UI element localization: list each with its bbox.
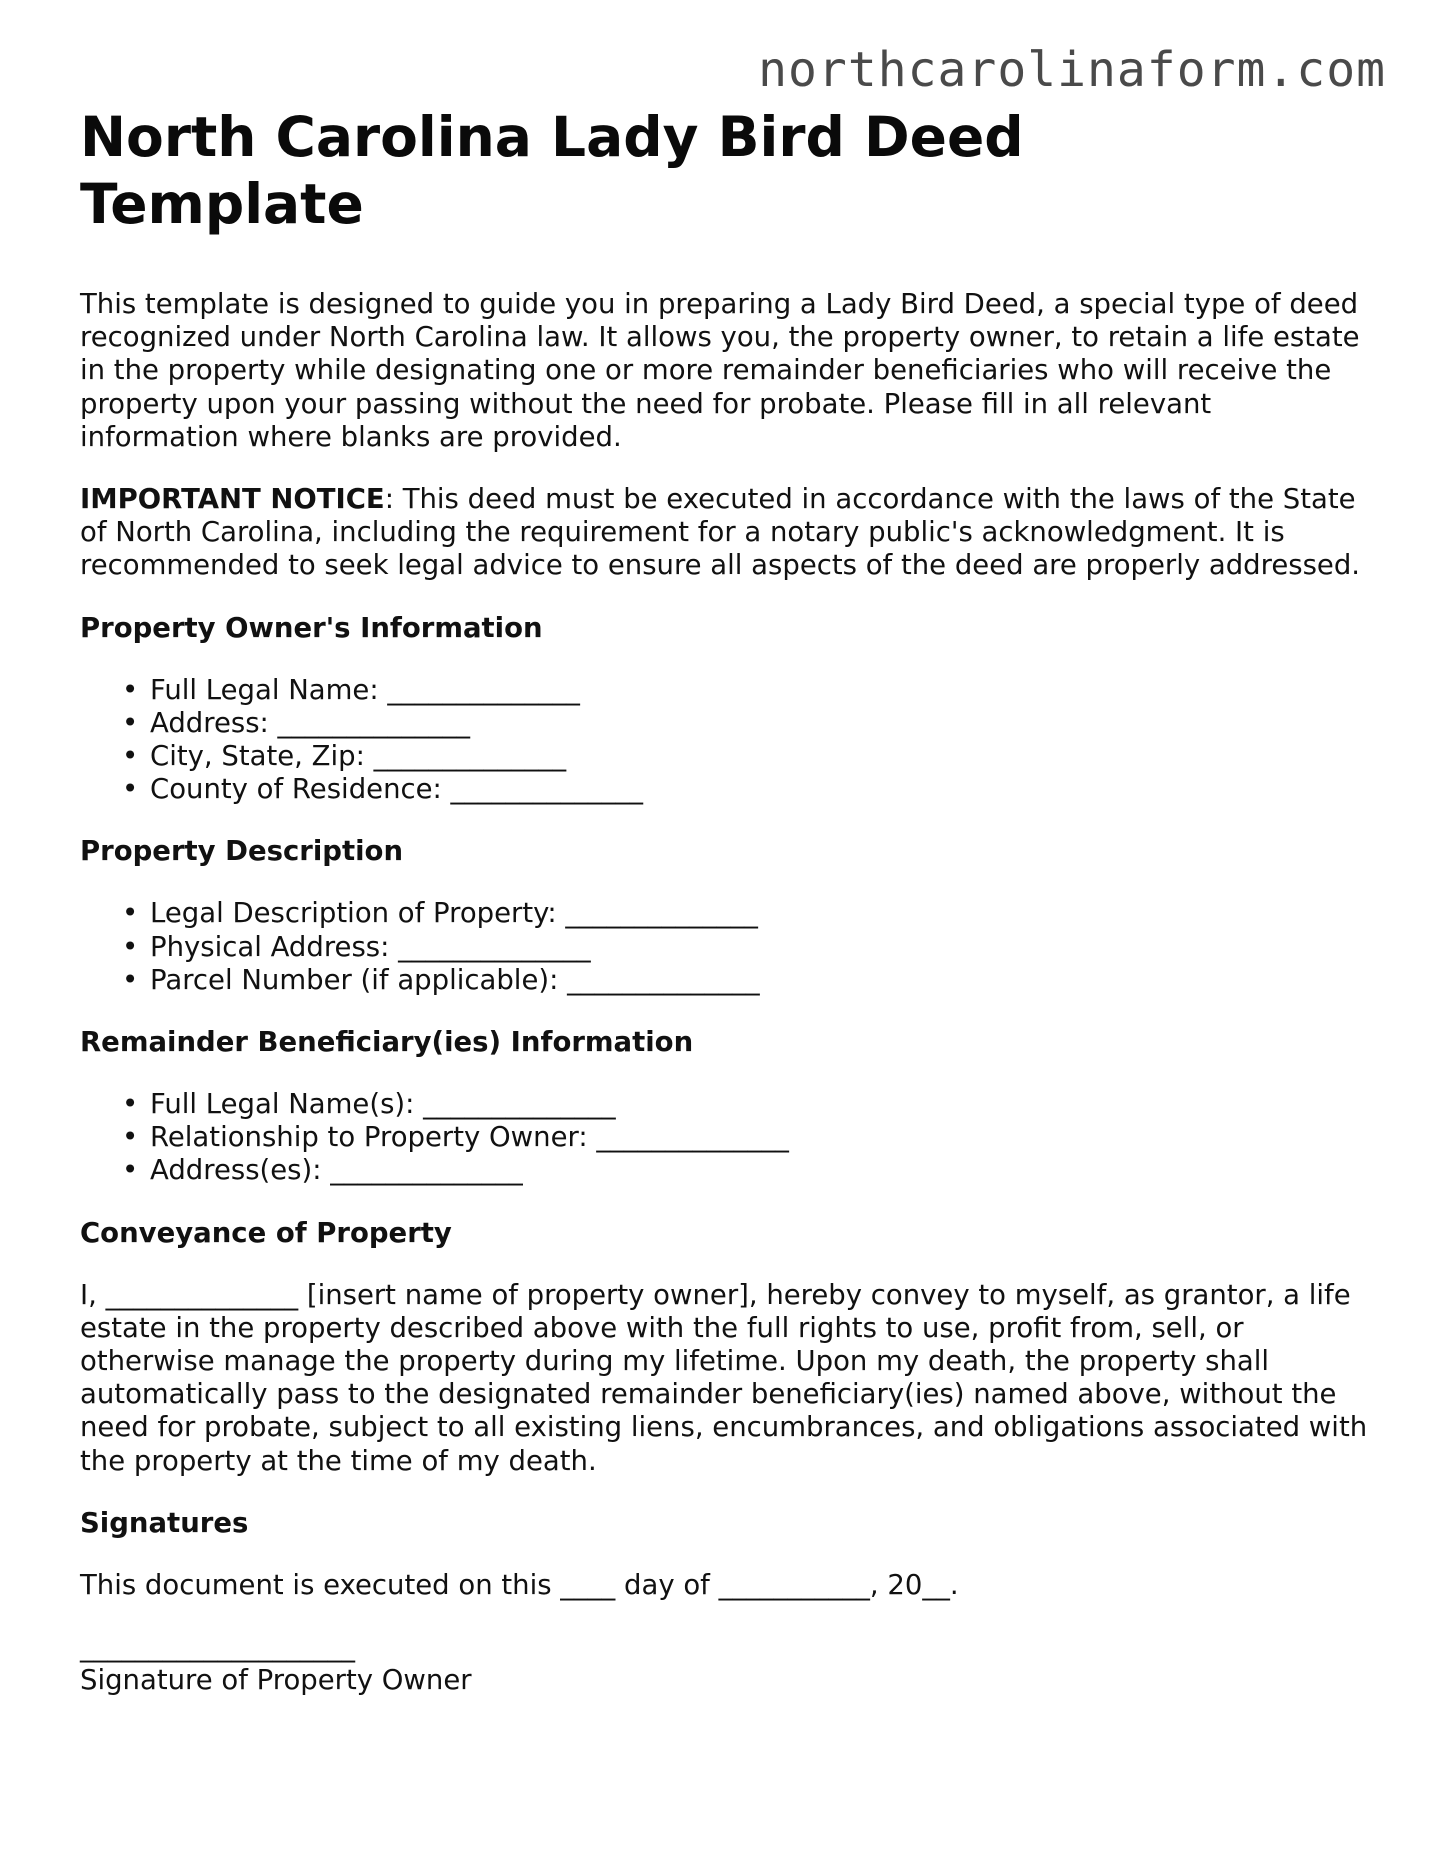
owner-name-field: Full Legal Name: ______________: [150, 673, 580, 706]
document-page: [80, 104, 1370, 1697]
list-item: [122, 930, 1370, 964]
bullet-icon: •: [122, 963, 139, 996]
page-title: North Carolina Lady Bird Deed Template: [80, 105, 1024, 236]
list-item: [122, 740, 1370, 773]
bullet-icon: •: [122, 1121, 139, 1154]
beneficiary-relationship-field: Relationship to Property Owner: ______________: [150, 1121, 789, 1154]
bullet-icon: •: [122, 673, 139, 706]
property-list: [80, 897, 1370, 997]
signature-label: Signature of Property Owner: [80, 1664, 472, 1697]
list-item: [122, 1088, 1370, 1121]
owner-heading: Property Owner's Information: [80, 611, 543, 644]
property-heading: Property Description: [80, 835, 404, 868]
bullet-icon: •: [122, 740, 139, 773]
list-item: [122, 773, 1370, 806]
bullet-icon: •: [122, 706, 139, 739]
list-item: [122, 1121, 1370, 1154]
site-watermark: northcarolinaform.com: [758, 42, 1386, 98]
list-item: [122, 673, 1370, 707]
signatures-heading: Signatures: [80, 1506, 249, 1539]
list-item: [122, 706, 1370, 740]
legal-description-field: Legal Description of Property: ______________: [150, 897, 758, 930]
parcel-number-field: Parcel Number (if applicable): ______________: [150, 963, 760, 996]
beneficiary-name-field: Full Legal Name(s): ______________: [150, 1088, 616, 1121]
bullet-icon: •: [122, 1154, 139, 1187]
notice-text: : This deed must be executed in accordance with the laws of the State of North Carolina, including the requirement for a notary public's acknowledgment. It is recommended to seek legal advice to ensure all aspects of the deed are properly addressed.: [80, 483, 1361, 582]
physical-address-field: Physical Address: ______________: [150, 930, 591, 963]
intro-paragraph: This template is designed to guide you in preparing a Lady Bird Deed, a special type of deed recognized under North Carolina law. It allows you, the property owner, to retain a life estate in the property while designating one or more remainder beneficiaries who will receive the property upon your passing without the need for probate. Please fill in all relevant information where blanks are provided.: [80, 288, 1360, 453]
notice-label: IMPORTANT NOTICE: [80, 483, 385, 516]
conveyance-paragraph: I, ______________ [insert name of property owner], hereby convey to myself, as grantor, a life estate in the property described above with the full rights to use, profit from, sell, or otherwise manage the property during my lifetime. Upon my death, the property shall automatically pass to the designated remainder beneficiary(ies) named above, without the need for probate, subject to all existing liens, encumbrances, and obligations associated with the property at the time of my death.: [80, 1278, 1368, 1477]
bullet-icon: •: [122, 930, 139, 963]
owner-city-field: City, State, Zip: ______________: [150, 740, 567, 773]
bullet-icon: •: [122, 1088, 139, 1121]
owner-county-field: County of Residence: ______________: [150, 773, 644, 806]
owner-list: [80, 674, 1370, 807]
beneficiary-list: [80, 1088, 1370, 1188]
execution-date-line: This document is executed on this ____ day of ___________, 20__.: [80, 1568, 959, 1601]
conveyance-heading: Conveyance of Property: [80, 1216, 452, 1249]
bullet-icon: •: [122, 773, 139, 806]
beneficiary-address-field: Address(es): ______________: [150, 1154, 523, 1187]
list-item: [122, 1154, 1370, 1187]
signature-line: ____________________: [80, 1631, 355, 1664]
owner-address-field: Address: ______________: [150, 706, 471, 739]
bullet-icon: •: [122, 897, 139, 930]
list-item: [122, 897, 1370, 930]
beneficiary-heading: Remainder Beneficiary(ies) Information: [80, 1026, 694, 1059]
important-notice: [80, 483, 1370, 583]
list-item: [122, 963, 1370, 997]
